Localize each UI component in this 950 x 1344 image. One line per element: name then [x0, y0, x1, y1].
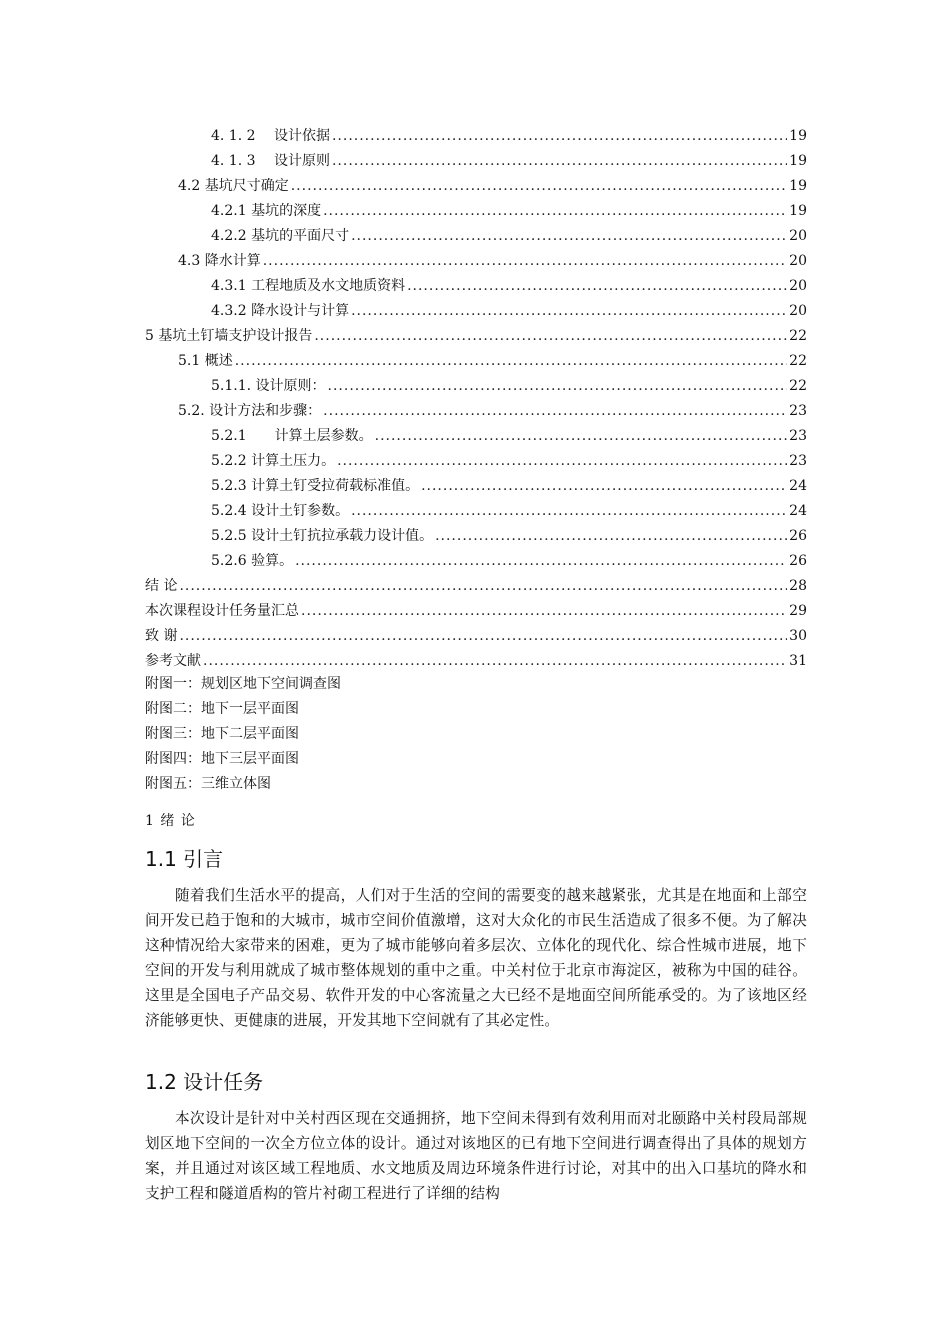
section-heading-intro: 1.1 引言: [145, 847, 224, 871]
toc-entry[interactable]: [145, 574, 807, 599]
toc-entry[interactable]: [145, 124, 807, 149]
toc-entry[interactable]: [145, 399, 807, 424]
toc-entry-page: 29: [789, 603, 807, 619]
appendix-item: 附图一：规划区地下空间调查图: [145, 676, 341, 692]
toc-entry-title: 4.2.2 基坑的平面尺寸: [211, 228, 350, 244]
toc-entry-page: 22: [789, 328, 807, 344]
toc-entry[interactable]: [145, 649, 807, 674]
toc-entry[interactable]: [145, 424, 807, 449]
toc-entry[interactable]: [145, 499, 807, 524]
toc-entry-page: 31: [789, 653, 807, 669]
toc-entry-page: 19: [789, 128, 807, 144]
toc-dot-leader: [351, 299, 787, 324]
toc-entry-title: 5 基坑土钉墙支护设计报告: [145, 328, 313, 344]
toc-entry[interactable]: [145, 224, 807, 249]
toc-entry[interactable]: [145, 174, 807, 199]
toc-entry-page: 23: [789, 403, 807, 419]
toc-entry-page: 23: [789, 428, 807, 444]
toc-entry-page: 20: [789, 228, 807, 244]
intro-paragraph: 随着我们生活水平的提高，人们对于生活的空间的需要变的越来越紧张，尤其是在地面和上部空间开发已趋于饱和的大城市，城市空间价值激增，这对大众化的市民生活造成了很多不便。为了解决这种情况给大家带来的困难，更为了城市能够向着多层次、立体化的现代化、综合性城市进展，地下空间的开发与利用就成了城市整体规划的重中之重。中关村位于北京市海淀区，被称为中国的硅谷。这里是全国电子产品交易、软件开发的中心客流量之大已经不是地面空间所能承受的。为了该地区经济能够更快、更健康的进展，开发其地下空间就有了其必定性。: [145, 887, 807, 1029]
toc-entry-page: 23: [789, 453, 807, 469]
toc-dot-leader: [323, 399, 787, 424]
toc-entry-title: 5.2.3 计算土钉受拉荷载标准值。: [211, 478, 420, 494]
toc-entry-page: 24: [789, 478, 807, 494]
table-of-contents: [145, 124, 807, 674]
toc-entry-page: 26: [789, 528, 807, 544]
toc-dot-leader: [263, 249, 787, 274]
toc-entry[interactable]: [145, 249, 807, 274]
toc-dot-leader: [435, 524, 787, 549]
toc-entry-page: 28: [789, 578, 807, 594]
toc-dot-leader: [179, 574, 787, 599]
toc-entry[interactable]: [145, 274, 807, 299]
toc-entry-page: 26: [789, 553, 807, 569]
toc-entry-title: 4. 1. 2 设计依据: [211, 128, 330, 144]
appendix-item: 附图五：三维立体图: [145, 776, 271, 792]
toc-entry-title: 5.2.5 设计土钉抗拉承载力设计值。: [211, 528, 434, 544]
toc-entry-title: 5.2.4 设计土钉参数。: [211, 503, 350, 519]
toc-entry-title: 4. 1. 3 设计原则: [211, 153, 330, 169]
toc-entry[interactable]: [145, 349, 807, 374]
toc-dot-leader: [235, 349, 787, 374]
toc-entry-title: 5.1 概述: [178, 353, 233, 369]
toc-dot-leader: [407, 274, 787, 299]
toc-entry-title: 5.2. 设计方法和步骤：: [178, 403, 322, 419]
toc-dot-leader: [301, 599, 787, 624]
toc-entry-title: 4.3.1 工程地质及水文地质资料: [211, 278, 406, 294]
design-task-paragraph: 本次设计是针对中关村西区现在交通拥挤，地下空间未得到有效利用而对北颐路中关村段局部规划区地下空间的一次全方位立体的设计。通过对该地区的已有地下空间进行调查得出了具体的规划方案，并且通过对该区域工程地质、水文地质及周边环境条件进行讨论，对其中的出入口基坑的降水和支护工程和隧道盾构的管片衬砌工程进行了详细的结构: [145, 1110, 807, 1202]
toc-entry[interactable]: [145, 549, 807, 574]
toc-entry-title: 5.1.1. 设计原则：: [211, 378, 326, 394]
toc-entry-title: 4.2.1 基坑的深度: [211, 203, 322, 219]
toc-entry-page: 19: [789, 203, 807, 219]
appendix-item: 附图二：地下一层平面图: [145, 701, 299, 717]
toc-entry-title: 结 论: [145, 578, 178, 594]
toc-entry-page: 22: [789, 378, 807, 394]
toc-entry-title: 参考文献: [145, 653, 201, 669]
toc-entry[interactable]: [145, 149, 807, 174]
toc-entry[interactable]: [145, 624, 807, 649]
toc-entry-title: 5.2.1 计算土层参数。: [211, 428, 373, 444]
toc-dot-leader: [323, 199, 787, 224]
chapter-title: 1 绪 论: [145, 813, 196, 829]
toc-entry[interactable]: [145, 474, 807, 499]
toc-dot-leader: [328, 374, 788, 399]
toc-entry[interactable]: [145, 299, 807, 324]
toc-entry-page: 20: [789, 303, 807, 319]
toc-entry-page: 19: [789, 153, 807, 169]
toc-dot-leader: [332, 149, 787, 174]
toc-entry[interactable]: [145, 524, 807, 549]
toc-entry[interactable]: [145, 374, 807, 399]
toc-dot-leader: [337, 449, 787, 474]
toc-entry-title: 5.2.2 计算土压力。: [211, 453, 336, 469]
toc-entry-page: 19: [789, 178, 807, 194]
toc-entry-page: 20: [789, 253, 807, 269]
toc-entry-title: 本次课程设计任务量汇总: [145, 603, 299, 619]
section-heading-design-task: 1.2 设计任务: [145, 1070, 264, 1094]
toc-entry[interactable]: [145, 199, 807, 224]
toc-dot-leader: [332, 124, 787, 149]
toc-dot-leader: [351, 499, 787, 524]
toc-entry-title: 致 谢: [145, 628, 178, 644]
toc-dot-leader: [421, 474, 787, 499]
toc-entry[interactable]: [145, 599, 807, 624]
appendix-figure-list: [145, 672, 807, 797]
toc-dot-leader: [314, 324, 787, 349]
toc-dot-leader: [295, 549, 787, 574]
toc-entry-title: 5.2.6 验算。: [211, 553, 294, 569]
toc-entry-page: 30: [789, 628, 807, 644]
toc-dot-leader: [351, 224, 787, 249]
toc-entry[interactable]: [145, 449, 807, 474]
toc-entry-page: 20: [789, 278, 807, 294]
toc-entry[interactable]: [145, 324, 807, 349]
toc-entry-title: 4.2 基坑尺寸确定: [178, 178, 289, 194]
toc-entry-page: 24: [789, 503, 807, 519]
toc-dot-leader: [375, 424, 788, 449]
toc-dot-leader: [179, 624, 787, 649]
appendix-item: 附图三：地下二层平面图: [145, 726, 299, 742]
toc-dot-leader: [203, 649, 787, 674]
toc-entry-page: 22: [789, 353, 807, 369]
toc-dot-leader: [291, 174, 787, 199]
toc-entry-title: 4.3 降水计算: [178, 253, 261, 269]
appendix-item: 附图四：地下三层平面图: [145, 751, 299, 767]
toc-entry-title: 4.3.2 降水设计与计算: [211, 303, 350, 319]
